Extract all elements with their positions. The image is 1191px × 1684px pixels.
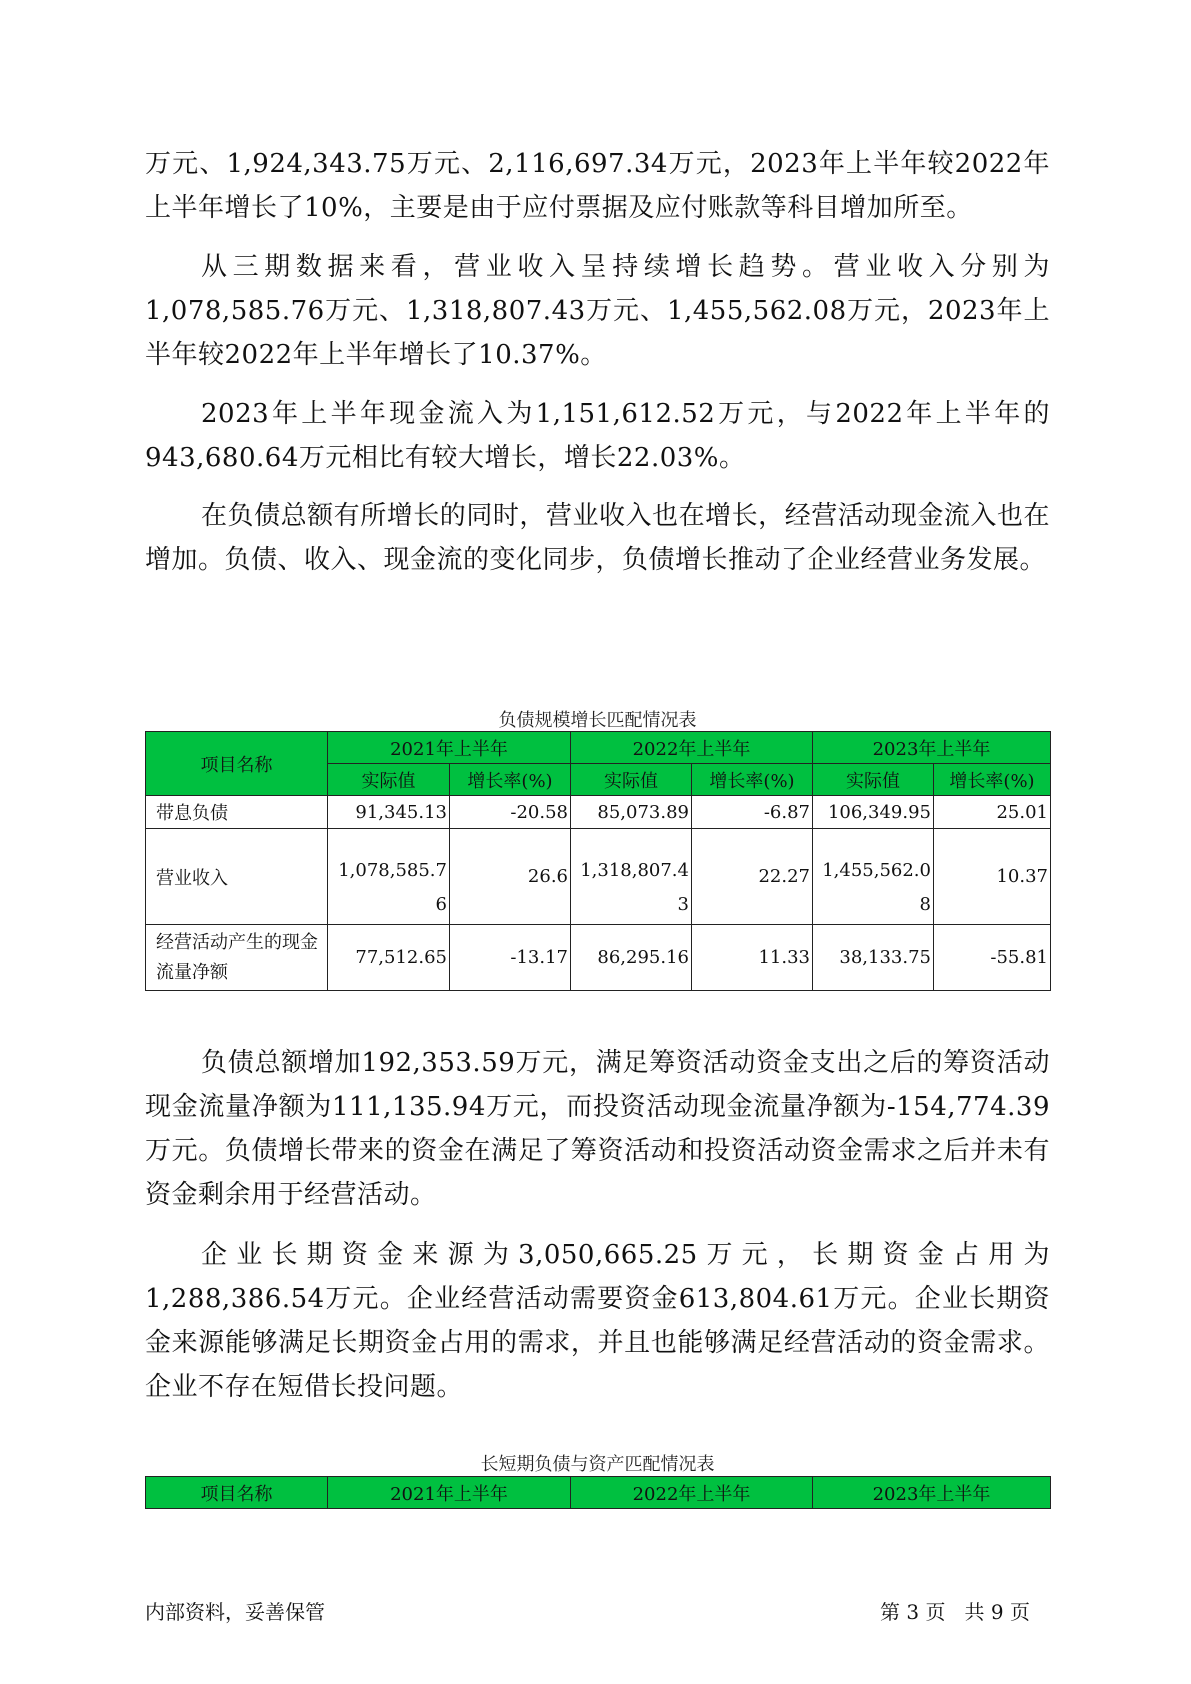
subheader-growth: 增长率(%) bbox=[692, 764, 813, 796]
cell: 1,455,562.08 bbox=[813, 829, 934, 925]
cell: 106,349.95 bbox=[813, 796, 934, 829]
subheader-actual: 实际值 bbox=[813, 764, 934, 796]
row-name: 经营活动产生的现金流量净额 bbox=[146, 925, 328, 991]
cell: 10.37 bbox=[934, 829, 1051, 925]
table-row bbox=[146, 829, 1051, 925]
paragraph-3 bbox=[145, 392, 1050, 480]
table-row bbox=[146, 796, 1051, 829]
paragraph-3-text: 2023年上半年现金流入为1,151,612.52万元，与2022年上半年的943,680.64万元相比有较大增长，增长22.03%。 bbox=[145, 399, 1050, 473]
paragraph-6 bbox=[145, 1233, 1050, 1409]
header-period-2022: 2022年上半年 bbox=[571, 1477, 813, 1509]
row-name: 营业收入 bbox=[146, 829, 328, 925]
cell: 91,345.13 bbox=[328, 796, 450, 829]
paragraph-4 bbox=[145, 494, 1050, 582]
cell: 38,133.75 bbox=[813, 925, 934, 991]
cell: 25.01 bbox=[934, 796, 1051, 829]
table2-caption: 长短期负债与资产匹配情况表 bbox=[480, 1454, 715, 1475]
paragraph-1-text: 万元、1,924,343.75万元、2,116,697.34万元，2023年上半年较2022年上半年增长了10%，主要是由于应付票据及应付账款等科目增加所至。 bbox=[145, 149, 1050, 223]
cell: -55.81 bbox=[934, 925, 1051, 991]
header-item-name: 项目名称 bbox=[146, 732, 328, 796]
footer-left: 内部资料，妥善保管 bbox=[145, 1600, 325, 1624]
cell: 85,073.89 bbox=[571, 796, 692, 829]
header-period-2021: 2021年上半年 bbox=[328, 732, 571, 764]
paragraph-2-text: 从三期数据来看，营业收入呈持续增长趋势。营业收入分别为1,078,585.76万元、1,318,807.43万元、1,455,562.08万元，2023年上半年较2022年上半年增长了10.37%。 bbox=[145, 252, 1050, 370]
paragraph-2 bbox=[145, 245, 1050, 377]
subheader-actual: 实际值 bbox=[571, 764, 692, 796]
subheader-growth: 增长率(%) bbox=[934, 764, 1051, 796]
header-period-2021: 2021年上半年 bbox=[328, 1477, 571, 1509]
table1-caption: 负债规模增长匹配情况表 bbox=[498, 710, 697, 731]
cell: -6.87 bbox=[692, 796, 813, 829]
debt-growth-table bbox=[145, 731, 1051, 991]
cell: 1,318,807.43 bbox=[571, 829, 692, 925]
paragraph-1 bbox=[145, 142, 1050, 230]
header-item-name: 项目名称 bbox=[146, 1477, 328, 1509]
term-matching-table bbox=[145, 1476, 1051, 1509]
row-name: 带息负债 bbox=[146, 796, 328, 829]
cell: 26.6 bbox=[450, 829, 571, 925]
table-row bbox=[146, 925, 1051, 991]
subheader-growth: 增长率(%) bbox=[450, 764, 571, 796]
paragraph-5 bbox=[145, 1041, 1050, 1217]
cell: -13.17 bbox=[450, 925, 571, 991]
cell: 1,078,585.76 bbox=[328, 829, 450, 925]
paragraph-4-text: 在负债总额有所增长的同时，营业收入也在增长，经营活动现金流入也在增加。负债、收入、现金流的变化同步，负债增长推动了企业经营业务发展。 bbox=[145, 501, 1050, 575]
subheader-actual: 实际值 bbox=[328, 764, 450, 796]
paragraph-6-text: 企业长期资金来源为3,050,665.25万元，长期资金占用为1,288,386.54万元。企业经营活动需要资金613,804.61万元。企业长期资金来源能够满足长期资金占用的需求，并且也能够满足经营活动的资金需求。企业不存在短借长投问题。 bbox=[145, 1240, 1050, 1402]
header-period-2023: 2023年上半年 bbox=[813, 1477, 1051, 1509]
cell: 77,512.65 bbox=[328, 925, 450, 991]
header-period-2022: 2022年上半年 bbox=[571, 732, 813, 764]
cell: 11.33 bbox=[692, 925, 813, 991]
footer-page-number: 第 3 页 共 9 页 bbox=[880, 1600, 1030, 1624]
cell: -20.58 bbox=[450, 796, 571, 829]
header-period-2023: 2023年上半年 bbox=[813, 732, 1051, 764]
cell: 86,295.16 bbox=[571, 925, 692, 991]
cell: 22.27 bbox=[692, 829, 813, 925]
paragraph-5-text: 负债总额增加192,353.59万元，满足筹资活动资金支出之后的筹资活动现金流量净额为111,135.94万元，而投资活动现金流量净额为-154,774.39万元。负债增长带来的资金在满足了筹资活动和投资活动资金需求之后并未有资金剩余用于经营活动。 bbox=[145, 1048, 1050, 1210]
